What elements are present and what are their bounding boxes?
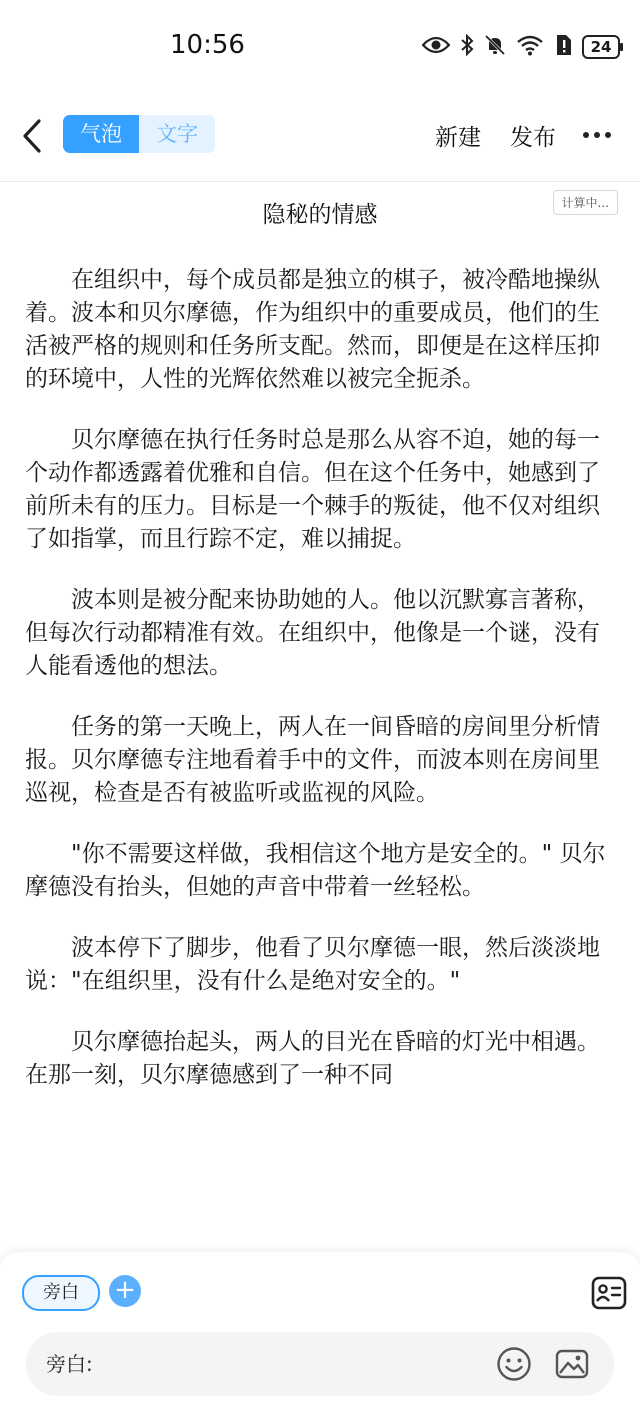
document-body <box>25 264 615 1249</box>
role-list-button[interactable] <box>590 1274 628 1312</box>
chevron-left-icon <box>18 117 48 155</box>
back-button[interactable] <box>18 117 48 155</box>
status-bar <box>0 0 640 95</box>
message-input[interactable] <box>106 1346 490 1384</box>
document-title: 隐秘的情感 <box>262 202 378 228</box>
mode-switch <box>63 115 215 153</box>
tab-bubble[interactable]: 气泡 <box>63 115 139 153</box>
bell-muted-icon <box>484 34 506 60</box>
new-button[interactable]: 新建 <box>435 125 481 151</box>
wifi-icon <box>516 34 544 60</box>
sim-alert-icon <box>554 34 572 60</box>
plus-icon: + <box>114 1275 136 1305</box>
status-time: 10:56 <box>170 30 245 60</box>
message-input-bar <box>26 1332 614 1396</box>
paragraph: 波本停下了脚步，他看了贝尔摩德一眼，然后淡淡地说："在组织里，没有什么是绝对安全的。" <box>25 935 600 994</box>
add-role-button[interactable] <box>109 1275 141 1307</box>
word-count-status: 计算中... <box>553 190 618 215</box>
contact-list-icon <box>590 1274 628 1312</box>
paragraph: 贝尔摩德在执行任务时总是那么从容不迫，她的每一个动作都透露着优雅和自信。但在这个任务中，她感到了前所未有的压力。目标是一个棘手的叛徒，他不仅对组织了如指掌，而且行踪不定，难以捕捉。 <box>25 427 600 552</box>
eye-icon <box>422 35 450 59</box>
paragraph: 在组织中，每个成员都是独立的棋子，被冷酷地操纵着。波本和贝尔摩德，作为组织中的重要成员，他们的生活被严格的规则和任务所支配。然而，即便是在这样压抑的环境中，人性的光辉依然难以被完全扼杀。 <box>25 267 600 392</box>
paragraph: 贝尔摩德抬起头，两人的目光在昏暗的灯光中相遇。在那一刻，贝尔摩德感到了一种不同 <box>25 1029 600 1088</box>
top-app-bar <box>0 95 640 182</box>
battery-indicator: 24 <box>582 35 620 59</box>
image-button[interactable] <box>554 1346 590 1382</box>
paragraph: 任务的第一天晚上，两人在一间昏暗的房间里分析情报。贝尔摩德专注地看着手中的文件，而波本则在房间里巡视，检查是否有被监听或监视的风险。 <box>25 714 600 806</box>
bluetooth-icon <box>460 34 474 60</box>
more-dots-icon <box>582 125 612 145</box>
tab-text[interactable]: 文字 <box>156 122 198 146</box>
status-icons <box>422 32 620 62</box>
role-chip-narration[interactable]: 旁白 <box>22 1275 100 1311</box>
input-role-label: 旁白: <box>46 1352 93 1376</box>
emoji-icon <box>496 1346 532 1382</box>
composer-panel <box>0 1252 640 1422</box>
image-icon <box>554 1346 590 1382</box>
more-button[interactable] <box>582 125 612 145</box>
emoji-button[interactable] <box>496 1346 532 1382</box>
paragraph: 波本则是被分配来协助她的人。他以沉默寡言著称，但每次行动都精准有效。在组织中，他像是一个谜，没有人能看透他的想法。 <box>25 587 600 679</box>
paragraph: "你不需要这样做，我相信这个地方是安全的。" 贝尔摩德没有抬头，但她的声音中带着一丝轻松。 <box>25 841 606 900</box>
publish-button[interactable]: 发布 <box>510 125 556 151</box>
